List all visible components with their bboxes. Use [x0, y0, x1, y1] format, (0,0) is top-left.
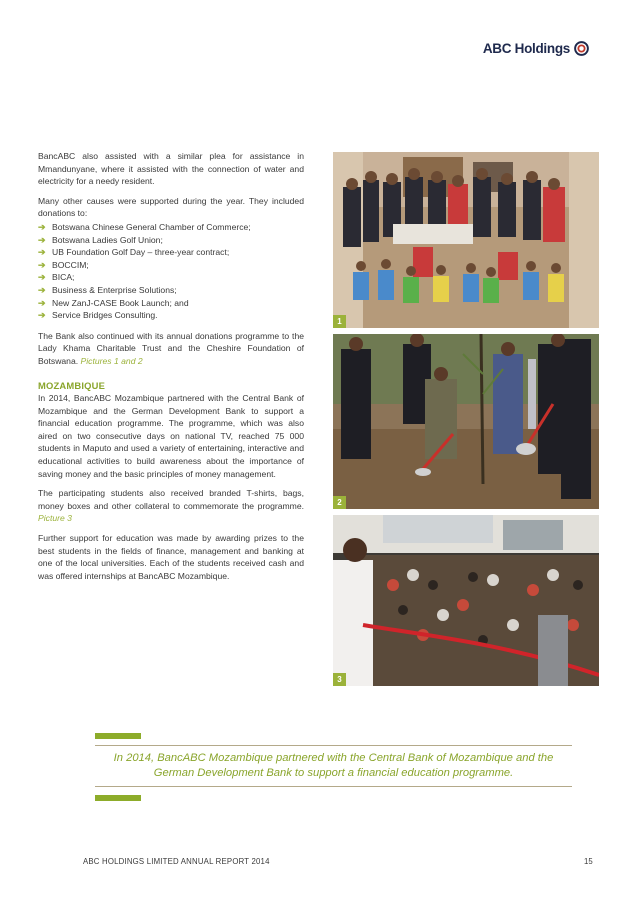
arrow-right-icon: ➔ [38, 234, 46, 245]
quote-divider-top [95, 745, 572, 746]
list-item: ➔ BICA; [38, 272, 75, 283]
photo-tree-planting [333, 334, 599, 509]
quote-divider-bottom [95, 786, 572, 787]
paragraph-education-prizes: Further support for education was made by awarding prizes to the best students in the fields of finance, management and banking at one of the local universities. Each of the students received cash and was offered internships at BancABC Mozambique. [38, 533, 304, 581]
paragraph-mozambique-programme: In 2014, BancABC Mozambique partnered with the Central Bank of Mozambique and the German Development Bank to support a financial education programme. The programme, which was also aired on two consecutive days on national TV, reached 75 000 students in Maputo and used a variety of entertaining, interactive and educational activities to build awareness about the importance of saving money and the basic principles of money management. [38, 393, 304, 479]
arrow-right-icon: ➔ [38, 272, 46, 283]
quote-accent-bar-top [95, 733, 141, 739]
arrow-right-icon: ➔ [38, 284, 46, 295]
logo-text: ABC Holdings [482, 41, 570, 56]
picture-reference: Picture 3 [38, 513, 72, 524]
list-item: ➔ UB Foundation Golf Day – three-year contract; [38, 247, 230, 258]
list-item: ➔ Service Bridges Consulting. [38, 310, 158, 321]
list-item: ➔ Business & Enterprise Solutions; [38, 284, 177, 295]
photo-group-donation [333, 152, 599, 328]
donations-list [38, 221, 304, 322]
pull-quote: In 2014, BancABC Mozambique partnered with the Central Bank of Mozambique and the German Development Bank to support a financial education programme. [113, 752, 554, 779]
picture-reference: Pictures 1 and 2 [80, 355, 143, 366]
photo-students-event [333, 515, 599, 686]
photo-image [333, 334, 599, 509]
list-item: ➔ New ZanJ-CASE Book Launch; and [38, 297, 189, 308]
list-item: ➔ BOCCIM; [38, 259, 89, 270]
photo-number-badge: 2 [333, 496, 346, 509]
company-logo [483, 41, 589, 56]
footer-report-title: ABC HOLDINGS LIMITED ANNUAL REPORT 2014 [83, 857, 270, 866]
arrow-right-icon: ➔ [38, 259, 46, 270]
paragraph-annual-donations: The Bank also continued with its annual donations programme to the Lady Khama Charitable Trust and the Cheshire Foundation of Botswana. Pictures 1 and 2 [38, 330, 304, 366]
photo-image [333, 515, 599, 686]
section-heading-mozambique: MOZAMBIQUE [38, 379, 106, 391]
main-text-column [38, 150, 304, 589]
abc-ring-logo-icon [574, 41, 589, 56]
arrow-right-icon: ➔ [38, 297, 46, 308]
paragraph-branded-items: The participating students also received branded T-shirts, bags, money boxes and other collateral to commemorate the programme. Picture 3 [38, 488, 304, 524]
page-number: 15 [584, 857, 593, 866]
arrow-right-icon: ➔ [38, 310, 46, 321]
list-item: ➔ Botswana Ladies Golf Union; [38, 234, 163, 245]
arrow-right-icon: ➔ [38, 247, 46, 258]
paragraph-mmandunyane: BancABC also assisted with a similar plea for assistance in Mmandunyane, where it assisted with the connection of water and electricity for a needy resident. [38, 151, 304, 187]
photo-image [333, 152, 599, 328]
quote-accent-bar-bottom [95, 795, 141, 801]
arrow-right-icon: ➔ [38, 221, 46, 232]
paragraph-donations-intro: Many other causes were supported during the year. They included donations to: [38, 195, 304, 219]
photo-number-badge: 1 [333, 315, 346, 328]
list-item: ➔ Botswana Chinese General Chamber of Commerce; [38, 221, 251, 232]
photo-number-badge: 3 [333, 673, 346, 686]
